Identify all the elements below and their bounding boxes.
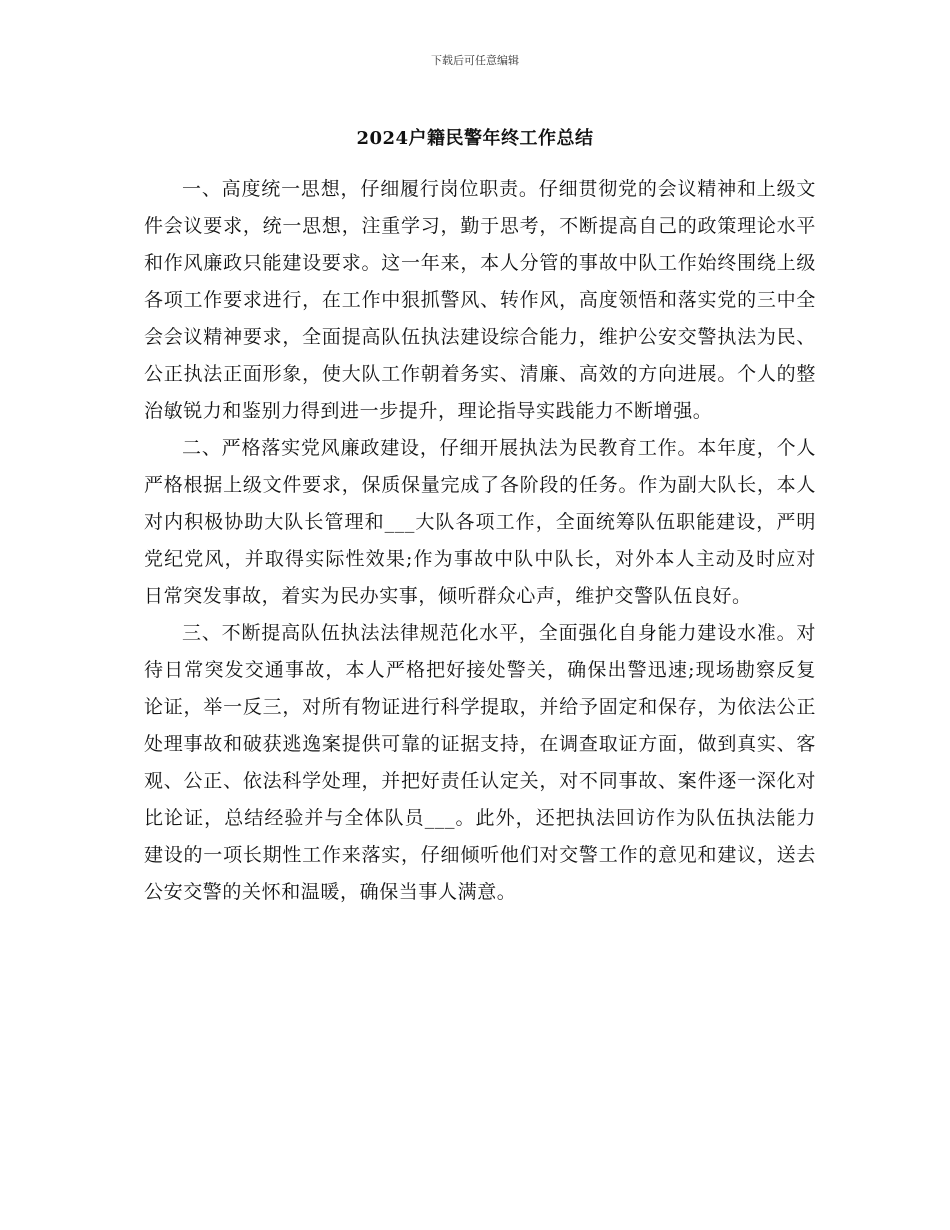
paragraph-2: 二、严格落实党风廉政建设，仔细开展执法为民教育工作。本年度，个人严格根据上级文件要求，保质保量完成了各阶段的任务。作为副大队长，本人对内积极协助大队长管理和___大队各项工作，全面统筹队伍职能建设，严明党纪党风，并取得实际性效果;作为事故中队中队长，对外本人主动及时应对日常突发事故，着实为民办实事，倾听群众心声，维护交警队伍良好。 (144, 437, 816, 607)
document-title: 2024户籍民警年终工作总结 (356, 128, 594, 149)
header-note: 下载后可任意编辑 (431, 54, 519, 67)
document-body (144, 171, 816, 911)
paragraph-1: 一、高度统一思想，仔细履行岗位职责。仔细贯彻党的会议精神和上级文件会议要求，统一思想，注重学习，勤于思考，不断提高自己的政策理论水平和作风廉政只能建设要求。这一年来，本人分管的事故中队工作始终围绕上级各项工作要求进行，在工作中狠抓警风、转作风，高度领悟和落实党的三中全会会议精神要求，全面提高队伍执法建设综合能力，维护公安交警执法为民、公正执法正面形象，使大队工作朝着务实、清廉、高效的方向进展。个人的整治敏锐力和鉴别力得到进一步提升，理论指导实践能力不断增强。 (144, 178, 816, 422)
paragraph-3: 三、不断提高队伍执法法律规范化水平，全面强化自身能力建设水准。对待日常突发交通事故，本人严格把好接处警关，确保出警迅速;现场勘察反复论证，举一反三，对所有物证进行科学提取，并给予固定和保存，为依法公正处理事故和破获逃逸案提供可靠的证据支持，在调查取证方面，做到真实、客观、公正、依法科学处理，并把好责任认定关，对不同事故、案件逐一深化对比论证，总结经验并与全体队员___。此外，还把执法回访作为队伍执法能力建设的一项长期性工作来落实，仔细倾听他们对交警工作的意见和建议，送去公安交警的关怀和温暖，确保当事人满意。 (144, 622, 816, 903)
